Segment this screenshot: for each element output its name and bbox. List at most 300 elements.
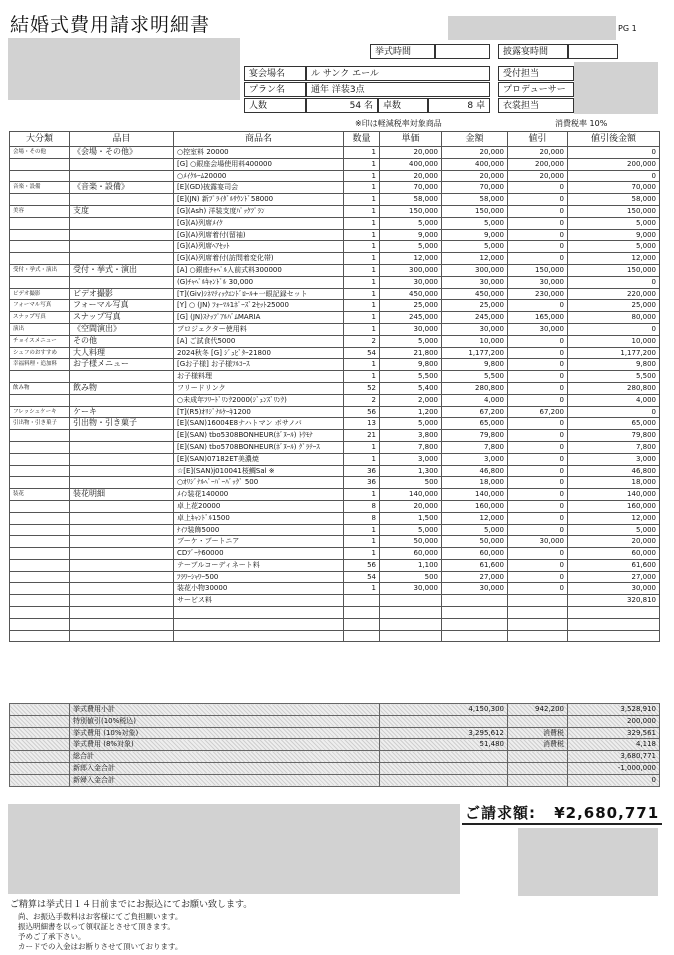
net-amount-cell: 58,000 — [568, 194, 660, 206]
category-cell — [10, 394, 70, 406]
discount-cell: 0 — [508, 347, 568, 359]
table-row — [10, 465, 660, 477]
column-header: 値引後金額 — [568, 132, 660, 147]
net-amount-cell: 7,800 — [568, 441, 660, 453]
table-row — [10, 394, 660, 406]
quantity-cell: 1 — [344, 323, 380, 335]
table-row — [10, 430, 660, 442]
summary-amount: 4,150,300 — [380, 704, 508, 716]
unit-price-cell: 1,100 — [380, 559, 442, 571]
summary-row — [10, 762, 660, 774]
summary-discount — [508, 774, 568, 786]
amount-cell: 27,000 — [442, 571, 508, 583]
category-cell — [10, 465, 70, 477]
amount-cell: 58,000 — [442, 194, 508, 206]
item-cell: 《音楽・設備》 — [70, 182, 174, 194]
summary-amount — [380, 715, 508, 727]
discount-cell: 0 — [508, 512, 568, 524]
unit-price-cell: 500 — [380, 571, 442, 583]
category-cell: チョイスメニュー — [10, 335, 70, 347]
summary-net: 329,561 — [568, 727, 660, 739]
product-cell: [E](SAN)07182ET美濃焼 — [174, 453, 344, 465]
redacted-block — [518, 828, 658, 896]
table-row — [10, 595, 660, 607]
column-header: 単価 — [380, 132, 442, 147]
table-row — [10, 406, 660, 418]
net-amount-cell: 9,800 — [568, 359, 660, 371]
summary-discount: 消費税 — [508, 727, 568, 739]
product-cell: CDﾌﾞｰｹ60000 — [174, 548, 344, 560]
payment-note: ご精算は挙式日１４日前までにお振込にてお願い致します。 — [10, 900, 253, 910]
amount-cell: 12,000 — [442, 512, 508, 524]
category-cell: スナップ写真 — [10, 312, 70, 324]
quantity-cell: 1 — [344, 300, 380, 312]
item-cell — [70, 170, 174, 182]
unit-price-cell: 5,000 — [380, 217, 442, 229]
quantity-cell: 2 — [344, 394, 380, 406]
category-cell — [10, 253, 70, 265]
unit-price-cell: 3,000 — [380, 453, 442, 465]
item-cell: フォーマル写真 — [70, 300, 174, 312]
product-cell: [E](SAN)16004E8ナハトマン ボサノバ — [174, 418, 344, 430]
tables-value: 8 卓 — [428, 98, 490, 113]
quantity-cell: 1 — [344, 359, 380, 371]
category-cell — [10, 217, 70, 229]
amount-cell: 46,800 — [442, 465, 508, 477]
redacted-block — [448, 16, 616, 40]
amount-cell: 5,000 — [442, 217, 508, 229]
unit-price-cell: 5,000 — [380, 335, 442, 347]
discount-cell: 0 — [508, 253, 568, 265]
producer-label: プロデューサー — [498, 82, 574, 97]
net-amount-cell: 0 — [568, 276, 660, 288]
table-row — [10, 441, 660, 453]
category-cell: 幸福料理・追加料 — [10, 359, 70, 371]
net-amount-cell: 280,800 — [568, 382, 660, 394]
unit-price-cell: 50,000 — [380, 536, 442, 548]
summary-amount — [380, 751, 508, 763]
discount-cell: 30,000 — [508, 276, 568, 288]
summary-spacer — [10, 751, 70, 763]
category-cell — [10, 500, 70, 512]
category-cell — [10, 158, 70, 170]
discount-cell: 0 — [508, 382, 568, 394]
product-cell: [E](SAN) tbo5308BONHEUR(ﾎﾞﾇｰﾙ) ﾄｳﾓﾅ — [174, 430, 344, 442]
item-cell — [70, 500, 174, 512]
product-cell: ブーケ・ブートニア — [174, 536, 344, 548]
product-cell: フリードリンク — [174, 382, 344, 394]
amount-cell: 20,000 — [442, 170, 508, 182]
category-cell — [10, 536, 70, 548]
unit-price-cell — [380, 607, 442, 619]
summary-label: 総合計 — [70, 751, 380, 763]
product-cell: [G](A)列席着付(留袖) — [174, 229, 344, 241]
quantity-cell: 1 — [344, 441, 380, 453]
quantity-cell: 1 — [344, 205, 380, 217]
item-cell: 支度 — [70, 205, 174, 217]
summary-spacer — [10, 774, 70, 786]
quantity-cell: 54 — [344, 571, 380, 583]
category-cell: 受付・挙式・演出 — [10, 264, 70, 276]
table-row — [10, 194, 660, 206]
amount-cell — [442, 618, 508, 630]
tables-label: 卓数 — [378, 98, 428, 113]
net-amount-cell: 46,800 — [568, 465, 660, 477]
item-cell: 《空間演出》 — [70, 323, 174, 335]
item-cell — [70, 158, 174, 170]
table-header-row — [10, 132, 660, 147]
amount-cell: 30,000 — [442, 583, 508, 595]
amount-cell: 1,177,200 — [442, 347, 508, 359]
summary-spacer — [10, 727, 70, 739]
product-cell: ☆[E](SAN)j010041桜鯛Sal ※ — [174, 465, 344, 477]
category-cell — [10, 559, 70, 571]
amount-cell: 30,000 — [442, 276, 508, 288]
table-row — [10, 335, 660, 347]
table-row — [10, 205, 660, 217]
quantity-cell: 56 — [344, 559, 380, 571]
product-cell: お子様料理 — [174, 371, 344, 383]
net-amount-cell: 140,000 — [568, 489, 660, 501]
category-cell: 美容 — [10, 205, 70, 217]
category-cell — [10, 229, 70, 241]
discount-cell: 0 — [508, 583, 568, 595]
unit-price-cell: 20,000 — [380, 500, 442, 512]
item-cell: ケーキ — [70, 406, 174, 418]
summary-row — [10, 704, 660, 716]
product-cell: ﾅｲﾌ装飾5000 — [174, 524, 344, 536]
quantity-cell: 1 — [344, 194, 380, 206]
guests-value: 54 名 — [306, 98, 378, 113]
quantity-cell — [344, 595, 380, 607]
category-cell: 引出物・引き菓子 — [10, 418, 70, 430]
summary-row — [10, 739, 660, 751]
unit-price-cell: 20,000 — [380, 170, 442, 182]
unit-price-cell: 5,000 — [380, 524, 442, 536]
item-cell: 引出物・引き菓子 — [70, 418, 174, 430]
product-cell: (G)ﾁｬﾍﾟﾙｷｬﾝﾄﾞﾙ 30,000 — [174, 276, 344, 288]
item-cell: 大人料理 — [70, 347, 174, 359]
discount-cell: 20,000 — [508, 170, 568, 182]
unit-price-cell: 5,000 — [380, 241, 442, 253]
discount-cell: 0 — [508, 559, 568, 571]
table-row — [10, 147, 660, 159]
receipt-note: 振込明細書を以って領収証とさせて頂きます。 — [18, 922, 175, 931]
discount-cell: 0 — [508, 194, 568, 206]
unit-price-cell: 500 — [380, 477, 442, 489]
amount-cell: 50,000 — [442, 536, 508, 548]
summary-spacer — [10, 704, 70, 716]
quantity-cell: 1 — [344, 312, 380, 324]
discount-cell: 0 — [508, 441, 568, 453]
table-row — [10, 182, 660, 194]
summary-discount — [508, 762, 568, 774]
amount-cell: 18,000 — [442, 477, 508, 489]
amount-cell: 65,000 — [442, 418, 508, 430]
unit-price-cell: 450,000 — [380, 288, 442, 300]
discount-cell: 150,000 — [508, 264, 568, 276]
category-cell: シェフのおすすめ — [10, 347, 70, 359]
discount-cell: 30,000 — [508, 536, 568, 548]
unit-price-cell: 25,000 — [380, 300, 442, 312]
amount-cell: 150,000 — [442, 205, 508, 217]
quantity-cell: 36 — [344, 465, 380, 477]
product-cell: ○控室料 20000 — [174, 147, 344, 159]
item-cell — [70, 536, 174, 548]
redacted-block — [8, 804, 460, 894]
item-cell: ビデオ撮影 — [70, 288, 174, 300]
item-cell — [70, 229, 174, 241]
summary-net: 200,000 — [568, 715, 660, 727]
product-cell: [G] (JN)ｽﾅｯﾌﾟｱﾙﾊﾞﾑMARIA — [174, 312, 344, 324]
unit-price-cell: 9,000 — [380, 229, 442, 241]
quantity-cell: 1 — [344, 489, 380, 501]
unit-price-cell — [380, 630, 442, 642]
net-amount-cell: 150,000 — [568, 264, 660, 276]
category-cell: ビデオ撮影 — [10, 288, 70, 300]
amount-cell: 5,500 — [442, 371, 508, 383]
discount-cell: 30,000 — [508, 323, 568, 335]
guests-label: 人数 — [244, 98, 306, 113]
summary-discount — [508, 715, 568, 727]
unit-price-cell — [380, 595, 442, 607]
item-cell — [70, 217, 174, 229]
discount-cell: 0 — [508, 371, 568, 383]
summary-discount: 消費税 — [508, 739, 568, 751]
net-amount-cell: 25,000 — [568, 300, 660, 312]
quantity-cell: 56 — [344, 406, 380, 418]
discount-cell: 0 — [508, 465, 568, 477]
discount-cell: 0 — [508, 205, 568, 217]
category-cell — [10, 607, 70, 619]
summary-net: -1,000,000 — [568, 762, 660, 774]
product-cell: [G] ○銀座会場使用料400000 — [174, 158, 344, 170]
category-cell: フレッシュケーキ — [10, 406, 70, 418]
item-cell — [70, 607, 174, 619]
category-cell — [10, 512, 70, 524]
net-amount-cell: 12,000 — [568, 512, 660, 524]
items-table — [9, 131, 660, 642]
product-cell: テーブルコーディネート料 — [174, 559, 344, 571]
item-cell — [70, 477, 174, 489]
quantity-cell: 1 — [344, 371, 380, 383]
discount-cell: 0 — [508, 571, 568, 583]
product-cell — [174, 630, 344, 642]
discount-cell: 0 — [508, 418, 568, 430]
table-row — [10, 477, 660, 489]
item-cell — [70, 524, 174, 536]
quantity-cell: 1 — [344, 288, 380, 300]
summary-row — [10, 715, 660, 727]
category-cell — [10, 618, 70, 630]
net-amount-cell: 79,800 — [568, 430, 660, 442]
net-amount-cell: 60,000 — [568, 548, 660, 560]
table-row — [10, 359, 660, 371]
costume-label: 衣裳担当 — [498, 98, 574, 113]
discount-cell: 0 — [508, 453, 568, 465]
product-cell: [G](A)列席ﾒｲｸ — [174, 217, 344, 229]
item-cell — [70, 241, 174, 253]
grand-total-label: ご請求額: — [465, 804, 536, 822]
column-header: 金額 — [442, 132, 508, 147]
reception-time-value — [568, 44, 618, 59]
category-cell — [10, 583, 70, 595]
table-row — [10, 583, 660, 595]
product-cell: ﾌﾗﾜｰｼｬﾜｰ500 — [174, 571, 344, 583]
amount-cell: 5,000 — [442, 241, 508, 253]
table-row — [10, 512, 660, 524]
reception-staff-label: 受付担当 — [498, 66, 574, 81]
product-cell: ﾒｲﾝ装花140000 — [174, 489, 344, 501]
table-row — [10, 323, 660, 335]
amount-cell: 12,000 — [442, 253, 508, 265]
unit-price-cell: 30,000 — [380, 276, 442, 288]
acknowledge-note: 予めご了承下さい。 — [18, 932, 86, 941]
table-row — [10, 382, 660, 394]
net-amount-cell: 150,000 — [568, 205, 660, 217]
quantity-cell: 1 — [344, 229, 380, 241]
unit-price-cell: 12,000 — [380, 253, 442, 265]
category-cell — [10, 453, 70, 465]
summary-amount — [380, 774, 508, 786]
product-cell: ○ｵﾘｼﾞﾅﾙﾍﾟｰﾊﾟｰﾊﾞｯｸﾞ 500 — [174, 477, 344, 489]
summary-spacer — [10, 739, 70, 751]
column-header: 数量 — [344, 132, 380, 147]
category-cell — [10, 571, 70, 583]
redacted-block — [574, 62, 658, 114]
category-cell — [10, 441, 70, 453]
net-amount-cell: 200,000 — [568, 158, 660, 170]
unit-price-cell: 2,000 — [380, 394, 442, 406]
category-cell — [10, 371, 70, 383]
net-amount-cell: 5,000 — [568, 241, 660, 253]
category-cell — [10, 276, 70, 288]
net-amount-cell: 10,000 — [568, 335, 660, 347]
net-amount-cell — [568, 618, 660, 630]
table-row — [10, 170, 660, 182]
discount-cell — [508, 630, 568, 642]
product-cell: 卓上ｷｬﾝﾄﾞﾙ1500 — [174, 512, 344, 524]
summary-net: 3,680,771 — [568, 751, 660, 763]
net-amount-cell: 5,000 — [568, 524, 660, 536]
quantity-cell: 1 — [344, 548, 380, 560]
table-row — [10, 489, 660, 501]
column-header: 大分類 — [10, 132, 70, 147]
category-cell: 演出 — [10, 323, 70, 335]
grand-total — [465, 802, 659, 823]
discount-cell: 0 — [508, 548, 568, 560]
discount-cell: 0 — [508, 300, 568, 312]
document-title: 結婚式費用請求明細書 — [10, 14, 211, 36]
quantity-cell: 52 — [344, 382, 380, 394]
unit-price-cell: 245,000 — [380, 312, 442, 324]
product-cell: 卓上花20000 — [174, 500, 344, 512]
table-row — [10, 276, 660, 288]
unit-price-cell: 21,800 — [380, 347, 442, 359]
net-amount-cell: 0 — [568, 147, 660, 159]
net-amount-cell: 0 — [568, 406, 660, 418]
amount-cell: 300,000 — [442, 264, 508, 276]
table-row — [10, 618, 660, 630]
net-amount-cell: 18,000 — [568, 477, 660, 489]
discount-cell — [508, 595, 568, 607]
summary-row — [10, 774, 660, 786]
item-cell: 飲み物 — [70, 382, 174, 394]
amount-cell — [442, 595, 508, 607]
discount-cell: 0 — [508, 430, 568, 442]
unit-price-cell: 30,000 — [380, 323, 442, 335]
product-cell — [174, 607, 344, 619]
product-cell: ○ﾒｲｸﾙｰﾑ20000 — [174, 170, 344, 182]
item-cell — [70, 559, 174, 571]
quantity-cell: 1 — [344, 524, 380, 536]
summary-net: 4,118 — [568, 739, 660, 751]
ceremony-time-value — [435, 44, 490, 59]
unit-price-cell: 70,000 — [380, 182, 442, 194]
product-cell: ○未成年ﾌﾘｰﾄﾞﾘﾝｸ2000(ｼﾞｭﾝｽﾞﾘﾝｸ) — [174, 394, 344, 406]
unit-price-cell: 30,000 — [380, 583, 442, 595]
page-number: PG 1 — [618, 24, 637, 33]
item-cell — [70, 583, 174, 595]
amount-cell: 160,000 — [442, 500, 508, 512]
amount-cell: 450,000 — [442, 288, 508, 300]
item-cell — [70, 595, 174, 607]
net-amount-cell: 220,000 — [568, 288, 660, 300]
amount-cell: 10,000 — [442, 335, 508, 347]
item-cell: 受付・挙式・演出 — [70, 264, 174, 276]
summary-label: 新婦入金合計 — [70, 774, 380, 786]
table-row — [10, 418, 660, 430]
net-amount-cell: 1,177,200 — [568, 347, 660, 359]
quantity-cell: 1 — [344, 264, 380, 276]
discount-cell: 0 — [508, 182, 568, 194]
quantity-cell — [344, 607, 380, 619]
unit-price-cell: 140,000 — [380, 489, 442, 501]
net-amount-cell: 320,810 — [568, 595, 660, 607]
item-cell — [70, 441, 174, 453]
discount-cell: 67,200 — [508, 406, 568, 418]
item-cell: 装花明細 — [70, 489, 174, 501]
discount-cell: 0 — [508, 335, 568, 347]
discount-cell: 230,000 — [508, 288, 568, 300]
summary-discount — [508, 751, 568, 763]
table-row — [10, 241, 660, 253]
unit-price-cell: 1,500 — [380, 512, 442, 524]
summary-label: 挙式費用小計 — [70, 704, 380, 716]
unit-price-cell: 400,000 — [380, 158, 442, 170]
item-cell — [70, 548, 174, 560]
amount-cell: 7,800 — [442, 441, 508, 453]
unit-price-cell: 9,800 — [380, 359, 442, 371]
category-cell — [10, 630, 70, 642]
quantity-cell: 1 — [344, 453, 380, 465]
amount-cell: 400,000 — [442, 158, 508, 170]
summary-amount: 3,295,612 — [380, 727, 508, 739]
tax-rate: 消費税率 10% — [555, 119, 608, 128]
unit-price-cell: 3,800 — [380, 430, 442, 442]
product-cell: [E](JN) 新ﾌﾟﾗｲﾀﾞﾙｻｳﾝﾄﾞ58000 — [174, 194, 344, 206]
category-cell — [10, 194, 70, 206]
discount-cell: 0 — [508, 500, 568, 512]
amount-cell: 9,000 — [442, 229, 508, 241]
amount-cell: 79,800 — [442, 430, 508, 442]
summary-row — [10, 751, 660, 763]
amount-cell: 140,000 — [442, 489, 508, 501]
amount-cell — [442, 630, 508, 642]
product-cell: [T](R5)ｵﾘｼﾞﾅﾙｹｰｷ1200 — [174, 406, 344, 418]
net-amount-cell — [568, 630, 660, 642]
table-row — [10, 536, 660, 548]
